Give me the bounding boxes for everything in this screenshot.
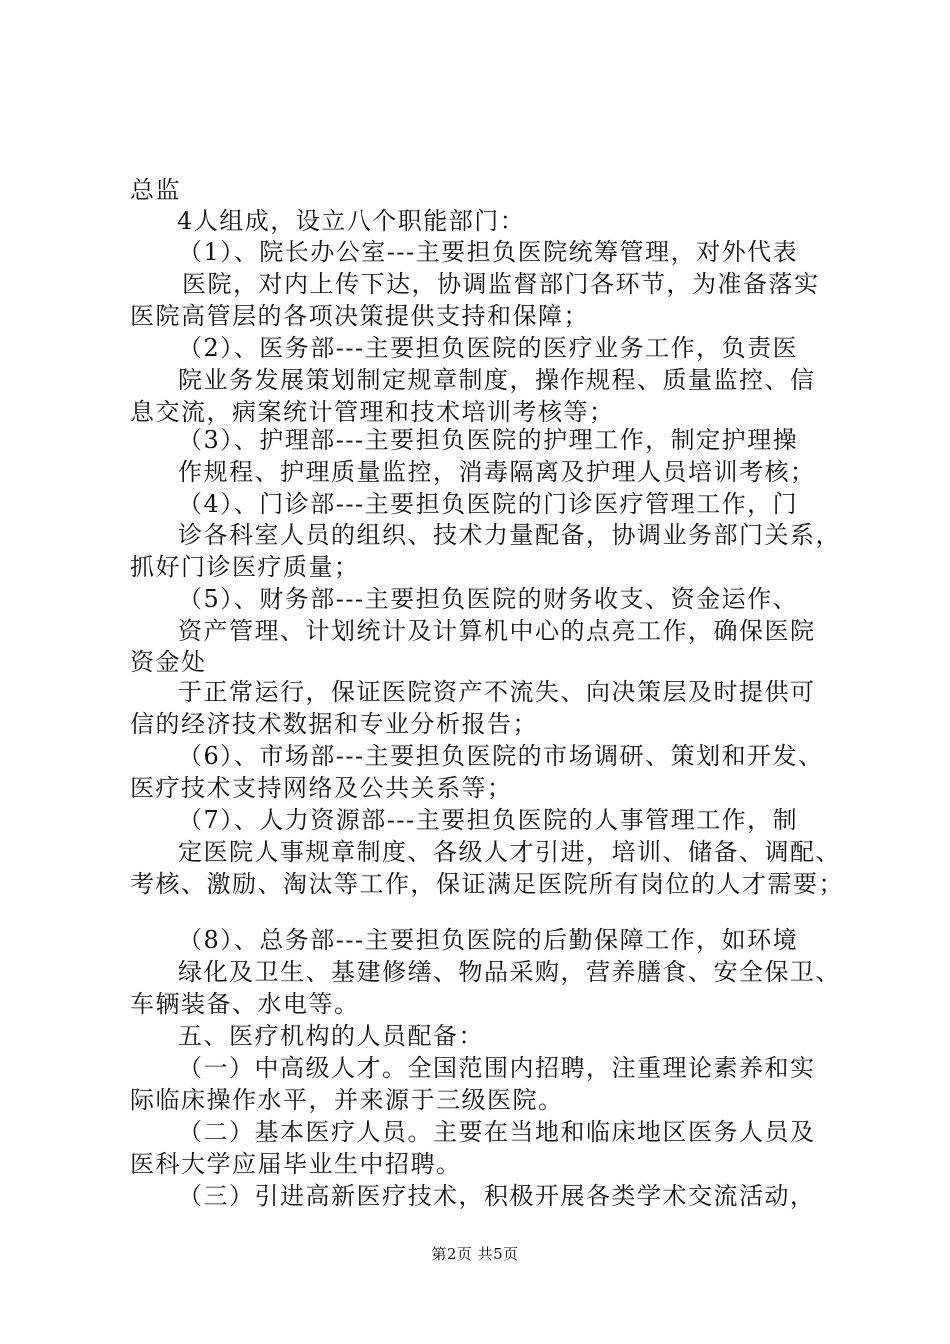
text-line: 总监 xyxy=(130,176,181,204)
text-line: 考核、激励、淘汰等工作，保证满足医院所有岗位的人才需要； xyxy=(130,870,844,898)
text-line: 五、医疗机构的人员配备： xyxy=(178,1022,484,1050)
text-line: 际临床操作水平，并来源于三级医院。 xyxy=(130,1086,564,1114)
text-line: 绿化及卫生、基建修缮、物品采购，营养膳食、安全保卫、 xyxy=(178,958,841,986)
text-line: 院业务发展策划制定规章制度，操作规程、质量监控、信 xyxy=(178,366,816,394)
text-line: 作规程、护理质量监控，消毒隔离及护理人员培训考核； xyxy=(178,458,816,486)
text-line: 车辆装备、水电等。 xyxy=(130,990,360,1018)
text-line: 医科大学应届毕业生中招聘。 xyxy=(130,1150,462,1178)
text-line: 于正常运行，保证医院资产不流失、向决策层及时提供可 xyxy=(178,678,816,706)
text-line: 定医院人事规章制度、各级人才引进，培训、储备、调配、 xyxy=(178,838,841,866)
text-line: 资金处 xyxy=(130,648,207,676)
text-line: （6）、市场部---主要担负医院的市场调研、策划和开发、 xyxy=(178,742,824,770)
text-line: （5）、财务部---主要担负医院的财务收支、资金运作、 xyxy=(178,585,799,613)
text-line: （一）中高级人才。全国范围内招聘，注重理论素养和实 xyxy=(178,1054,816,1082)
text-line: （8）、总务部---主要担负医院的后勤保障工作，如环境 xyxy=(178,926,799,954)
text-line: （2）、医务部---主要担负医院的医疗业务工作，负责医 xyxy=(178,334,799,362)
text-line: 息交流，病案统计管理和技术培训考核等； xyxy=(130,398,615,426)
text-line: （二）基本医疗人员。主要在当地和临床地区医务人员及 xyxy=(178,1118,816,1146)
text-line: 抓好门诊医疗质量； xyxy=(130,553,360,581)
text-line: 诊各科室人员的组织、技术力量配备，协调业务部门关系， xyxy=(178,521,841,549)
text-line: （4）、门诊部---主要担负医院的门诊医疗管理工作，门 xyxy=(178,490,799,518)
text-line: 4人组成，设立八个职能部门： xyxy=(177,207,526,235)
text-line: （3）、护理部---主要担负医院的护理工作，制定护理操 xyxy=(178,426,799,454)
page-number-footer: 第2页 共5页 xyxy=(431,1245,519,1263)
text-line: 医院，对内上传下达，协调监督部门各环节，为准备落实 xyxy=(182,270,820,298)
text-line: 资产管理、计划统计及计算机中心的点亮工作，确保医院 xyxy=(178,617,816,645)
text-line: 信的经济技术数据和专业分析报告； xyxy=(130,710,538,738)
text-line: （三）引进高新医疗技术，积极开展各类学术交流活动， xyxy=(178,1182,816,1210)
text-line: 医疗技术支持网络及公共关系等； xyxy=(130,774,513,802)
text-line: 医院高管层的各项决策提供支持和保障； xyxy=(130,302,589,330)
text-line: （1）、院长办公室---主要担负医院统筹管理，对外代表 xyxy=(178,238,799,266)
text-line: （7）、人力资源部---主要担负医院的人事管理工作，制 xyxy=(178,806,799,834)
